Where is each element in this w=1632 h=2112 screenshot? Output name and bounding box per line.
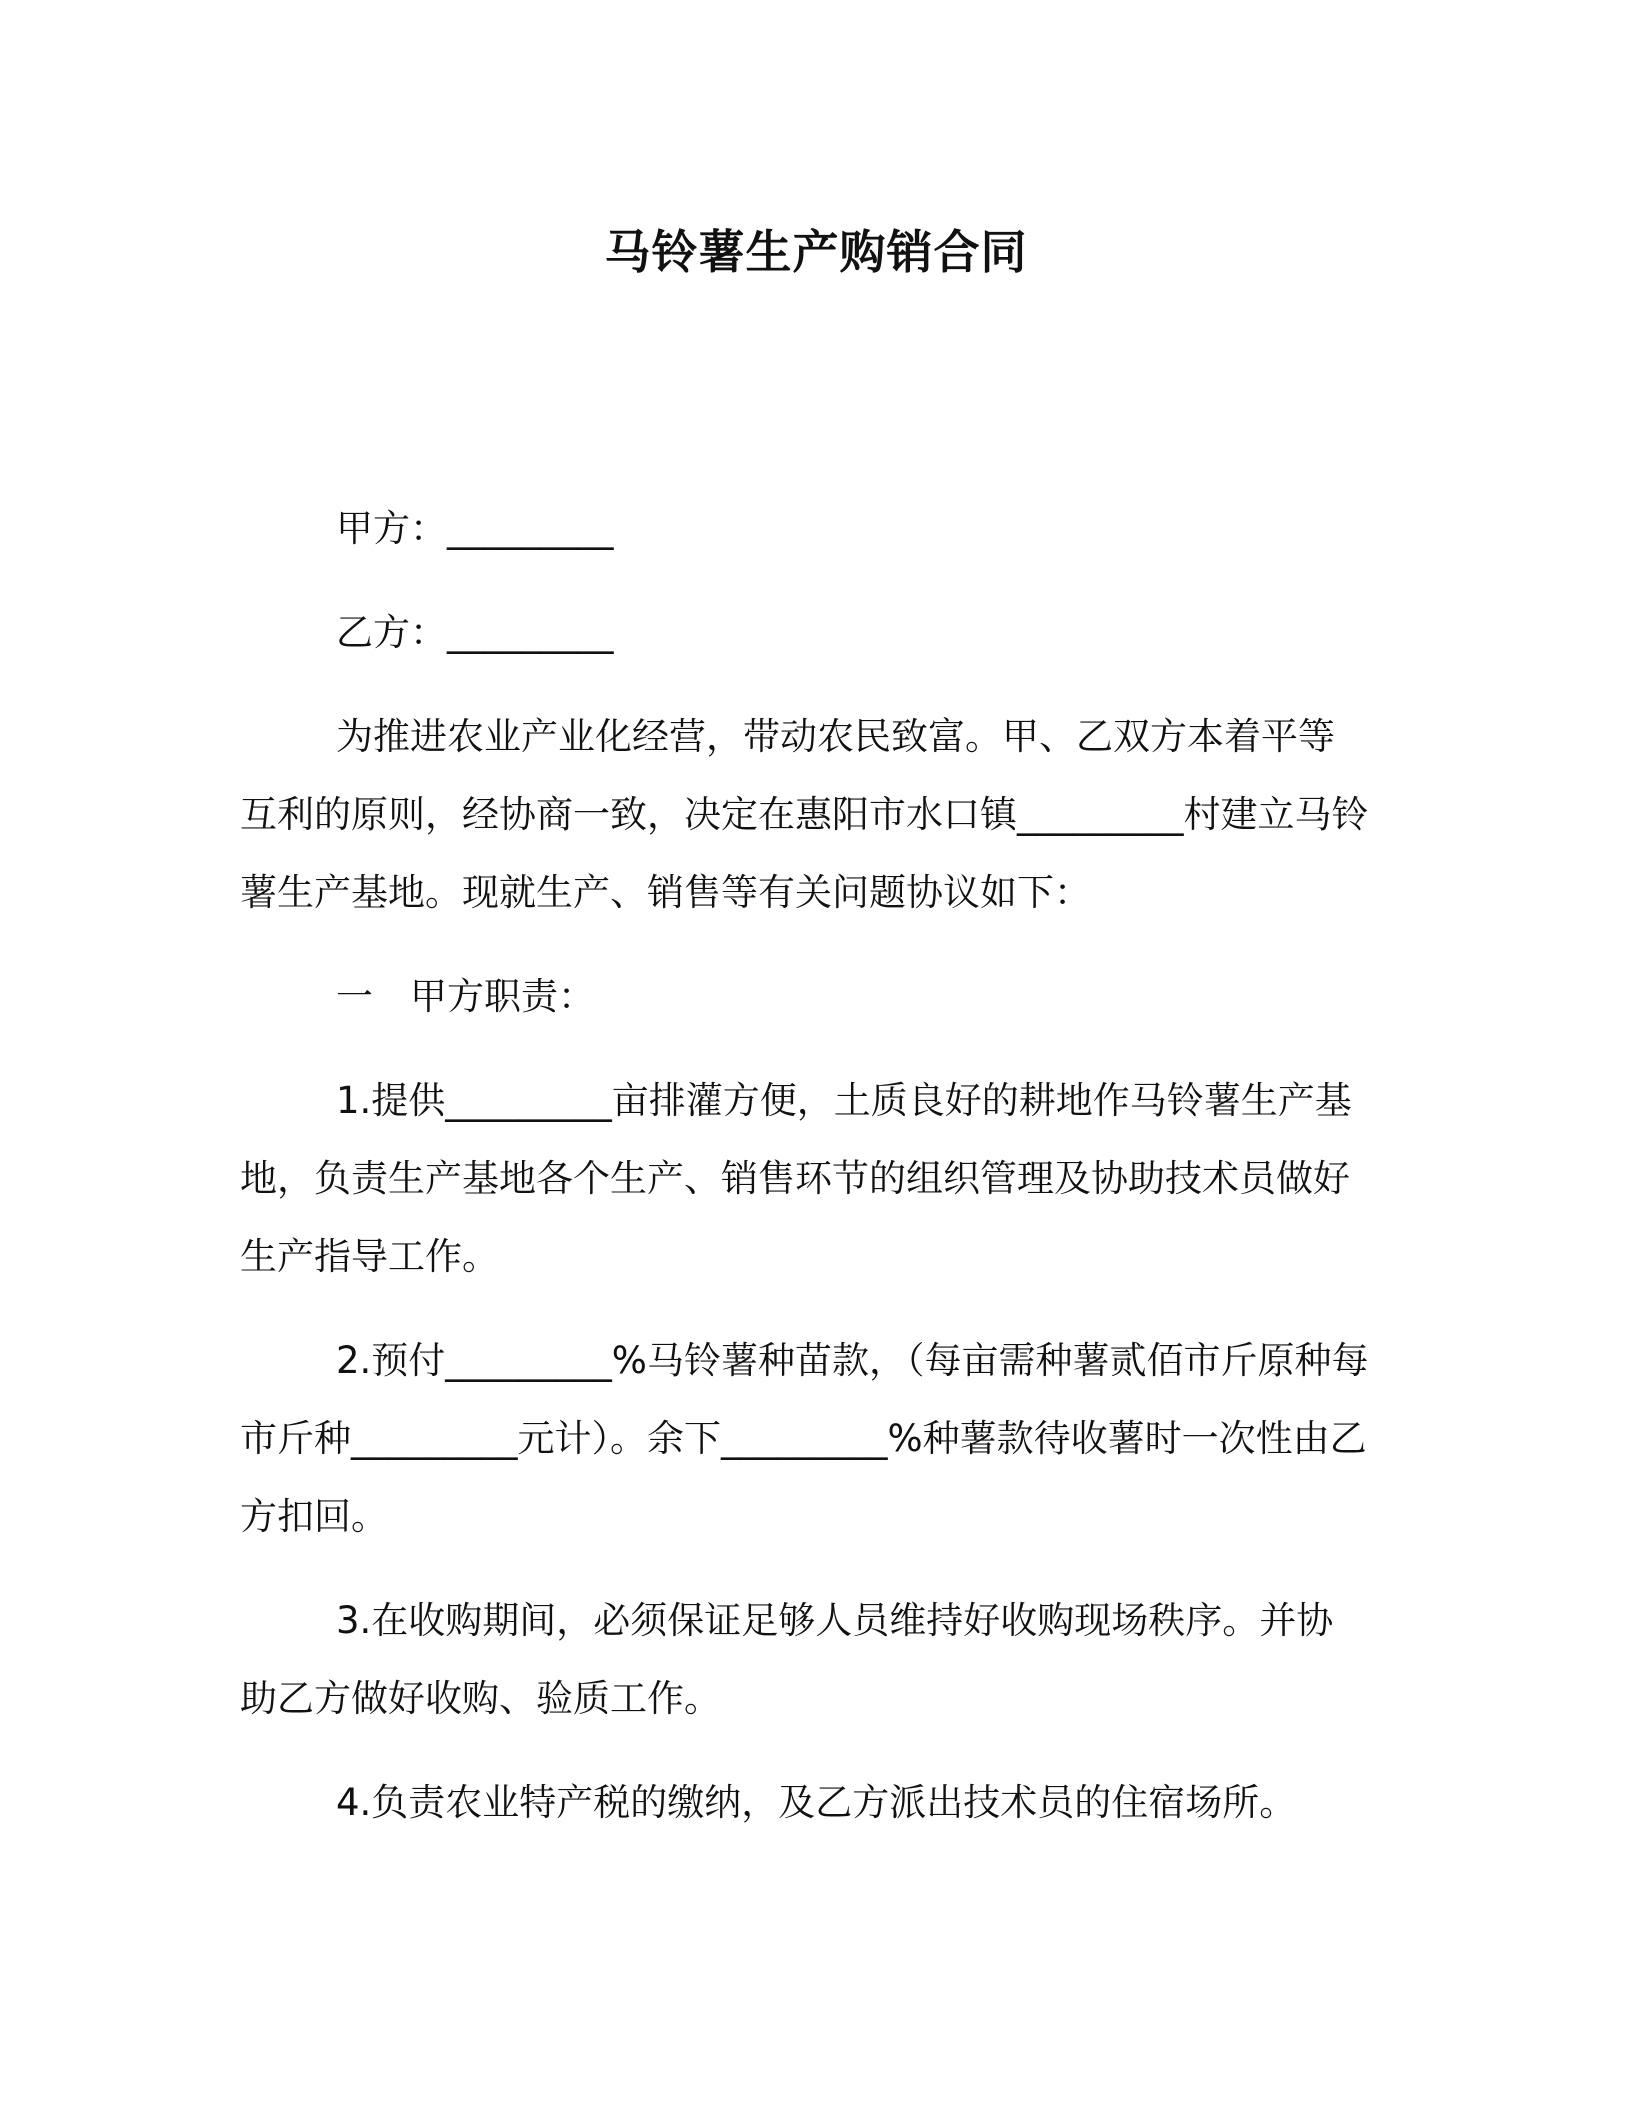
clause-2: 2.预付_________%马铃薯种苗款，（每亩需种薯贰佰市斤原种每市斤种_________元计）。余下_________%种薯款待收薯时一次性由乙方扣回。 [240,1339,1369,1538]
intro-paragraph: 为推进农业产业化经营，带动农民致富。甲、乙双方本着平等互利的原则，经协商一致，决定在惠阳市水口镇_________村建立马铃薯生产基地。现就生产、销售等有关问题协议如下： [240,715,1369,914]
party-b-line: 乙方：_________ [336,611,614,654]
document-title: 马铃薯生产购销合同 [604,225,1028,279]
clause-1: 1.提供_________亩排灌方便，土质良好的耕地作马铃薯生产基地，负责生产基地各个生产、销售环节的组织管理及协助技术员做好生产指导工作。 [240,1079,1352,1278]
section-heading: 一 甲方职责： [336,975,595,1018]
clause-4: 4.负责农业特产税的缴纳，及乙方派出技术员的住宿场所。 [336,1781,1297,1824]
clause-3: 3.在收购期间，必须保证足够人员维持好收购现场秩序。并协助乙方做好收购、验质工作。 [240,1599,1334,1720]
document-body [240,490,1370,1868]
party-a-line: 甲方：_________ [336,507,614,550]
